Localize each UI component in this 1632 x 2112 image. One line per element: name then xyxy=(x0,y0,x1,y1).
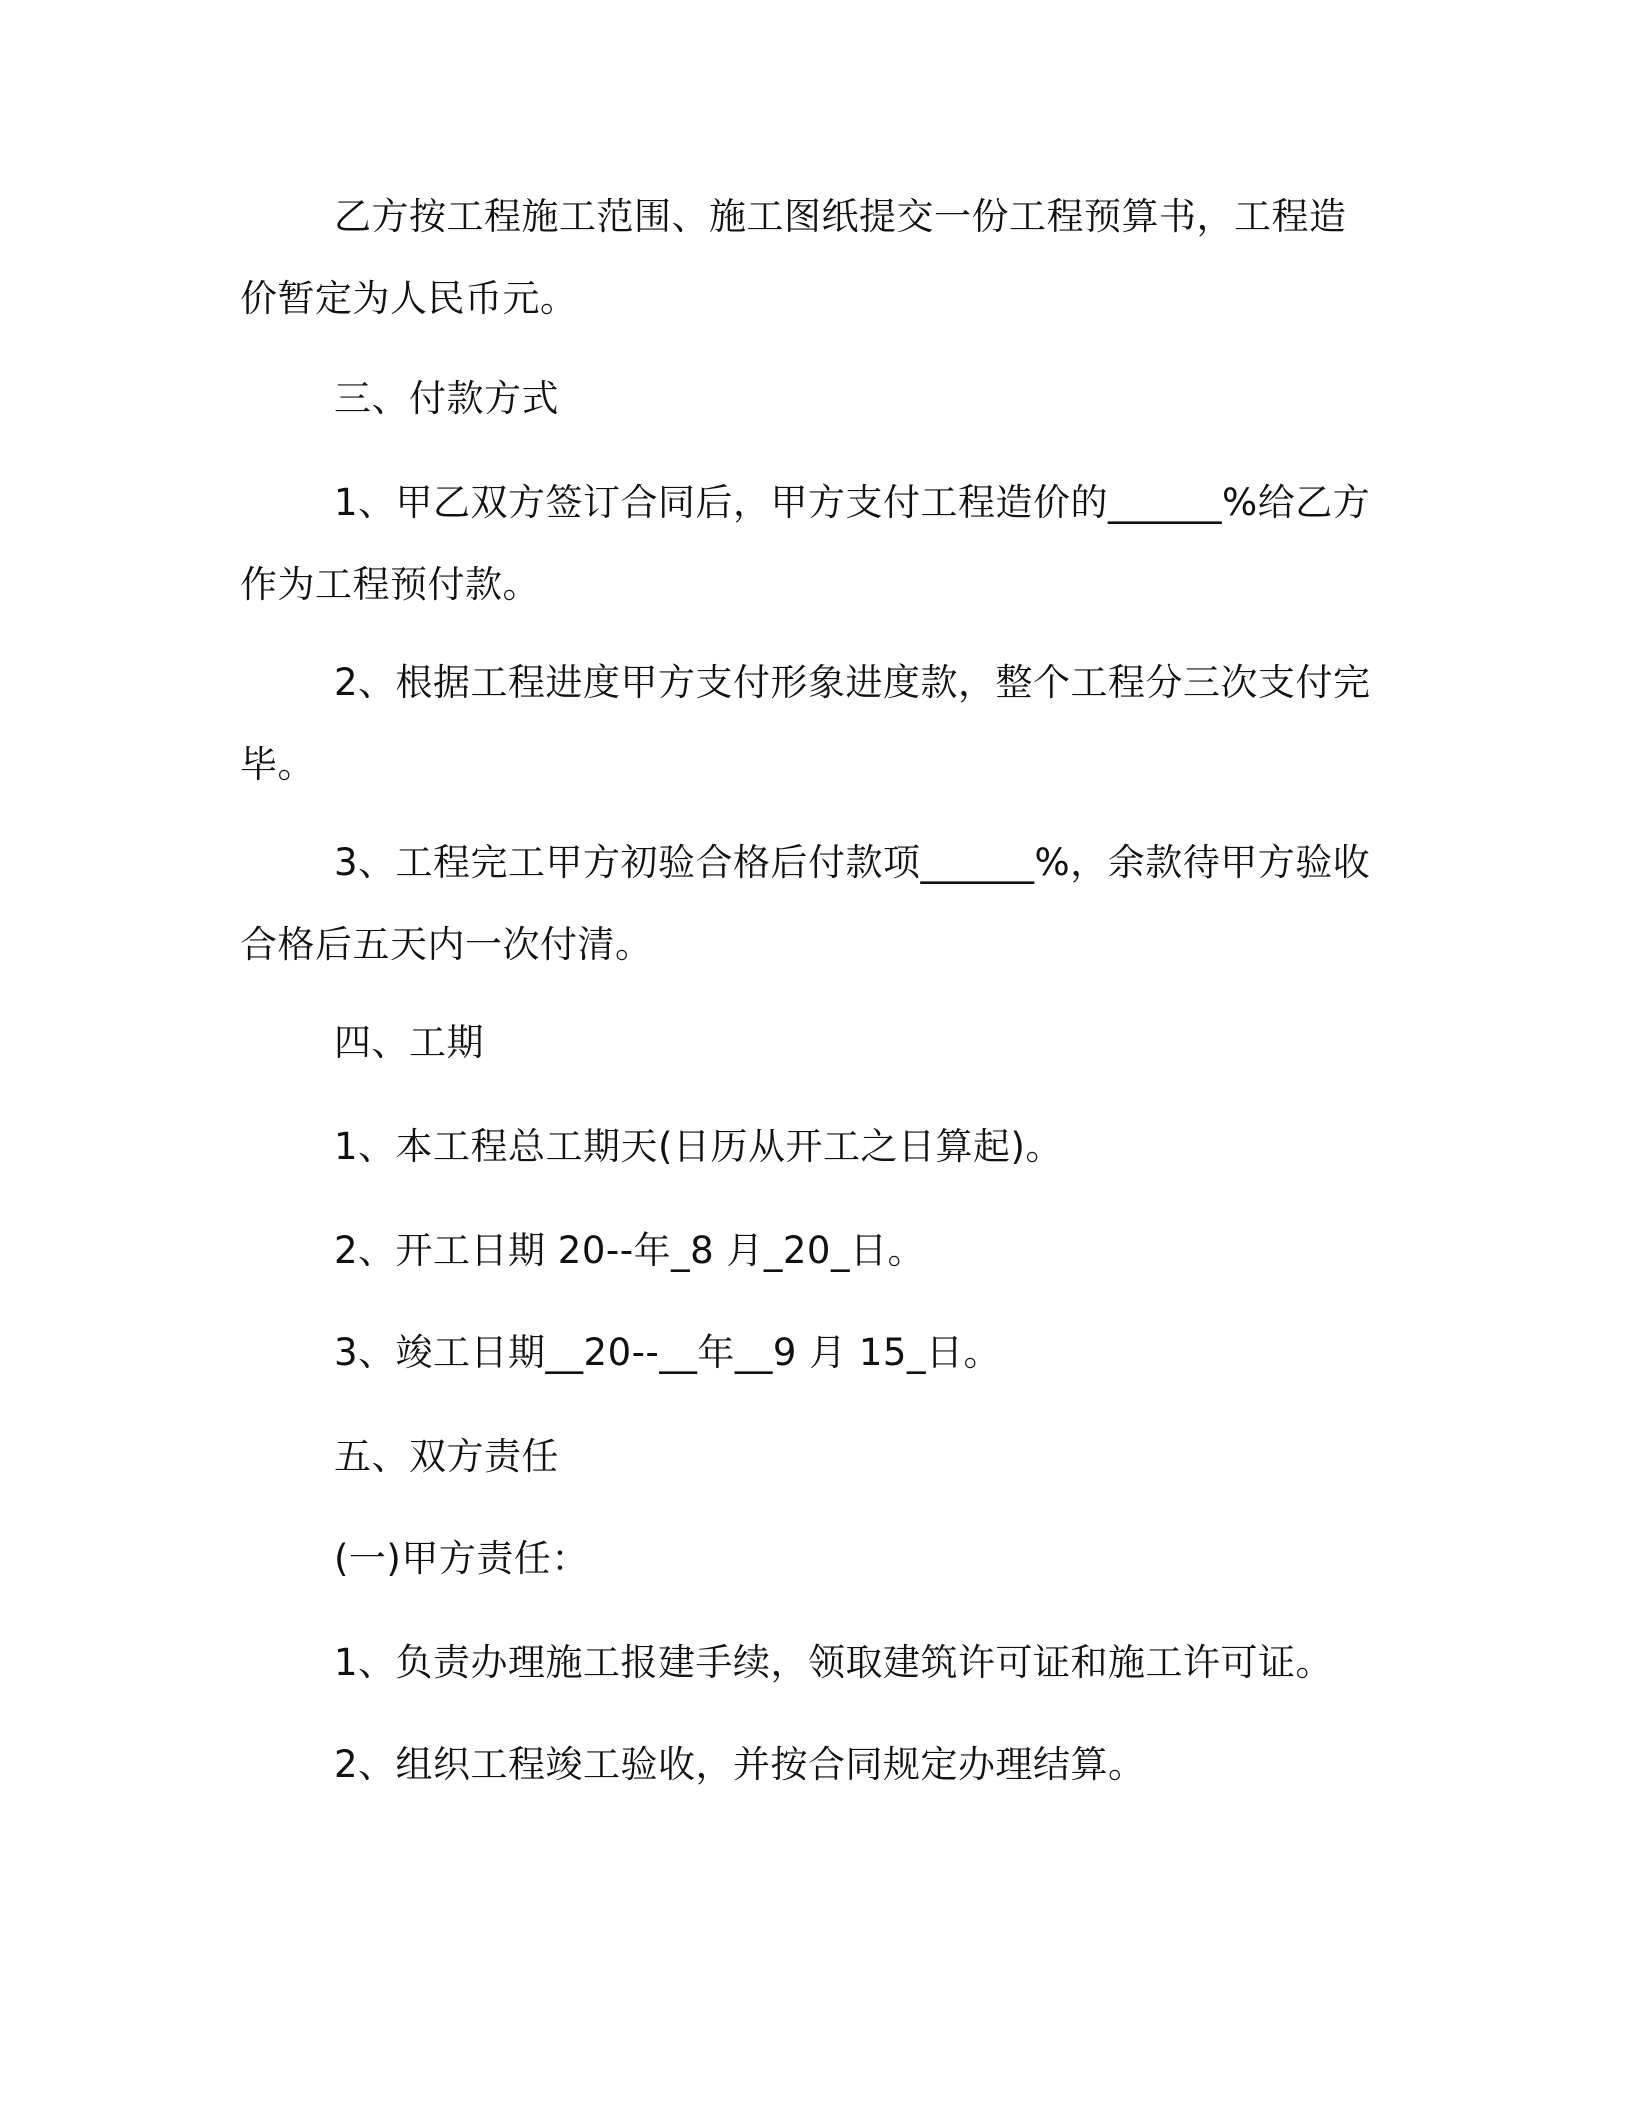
paragraph-schedule-3: 3、竣工日期__20--__年__9 月 15_日。 xyxy=(334,1331,1001,1374)
heading-schedule: 四、工期 xyxy=(334,1021,484,1064)
paragraph-schedule-1: 1、本工程总工期天(日历从开工之日算起)。 xyxy=(334,1125,1063,1168)
heading-responsibilities: 五、双方责任 xyxy=(334,1435,559,1478)
subheading-party-a: (一)甲方责任： xyxy=(334,1537,589,1580)
paragraph-schedule-2: 2、开工日期 20--年_8 月_20_日。 xyxy=(334,1229,925,1272)
paragraph-payment-1: 1、甲乙双方签订合同后，甲方支付工程造价的______%给乙方作为工程预付款。 xyxy=(240,481,1371,606)
paragraph-payment-2: 2、根据工程进度甲方支付形象进度款，整个工程分三次支付完毕。 xyxy=(240,661,1371,786)
paragraph-payment-3: 3、工程完工甲方初验合格后付款项______%，余款待甲方验收合格后五天内一次付清。 xyxy=(240,841,1371,966)
paragraph-party-a-2: 2、组织工程竣工验收，并按合同规定办理结算。 xyxy=(334,1743,1146,1786)
heading-payment-method: 三、付款方式 xyxy=(334,377,559,420)
paragraph-party-a-1: 1、负责办理施工报建手续，领取建筑许可证和施工许可证。 xyxy=(334,1641,1334,1684)
paragraph-budget: 乙方按工程施工范围、施工图纸提交一份工程预算书，工程造价暂定为人民币元。 xyxy=(240,195,1347,320)
